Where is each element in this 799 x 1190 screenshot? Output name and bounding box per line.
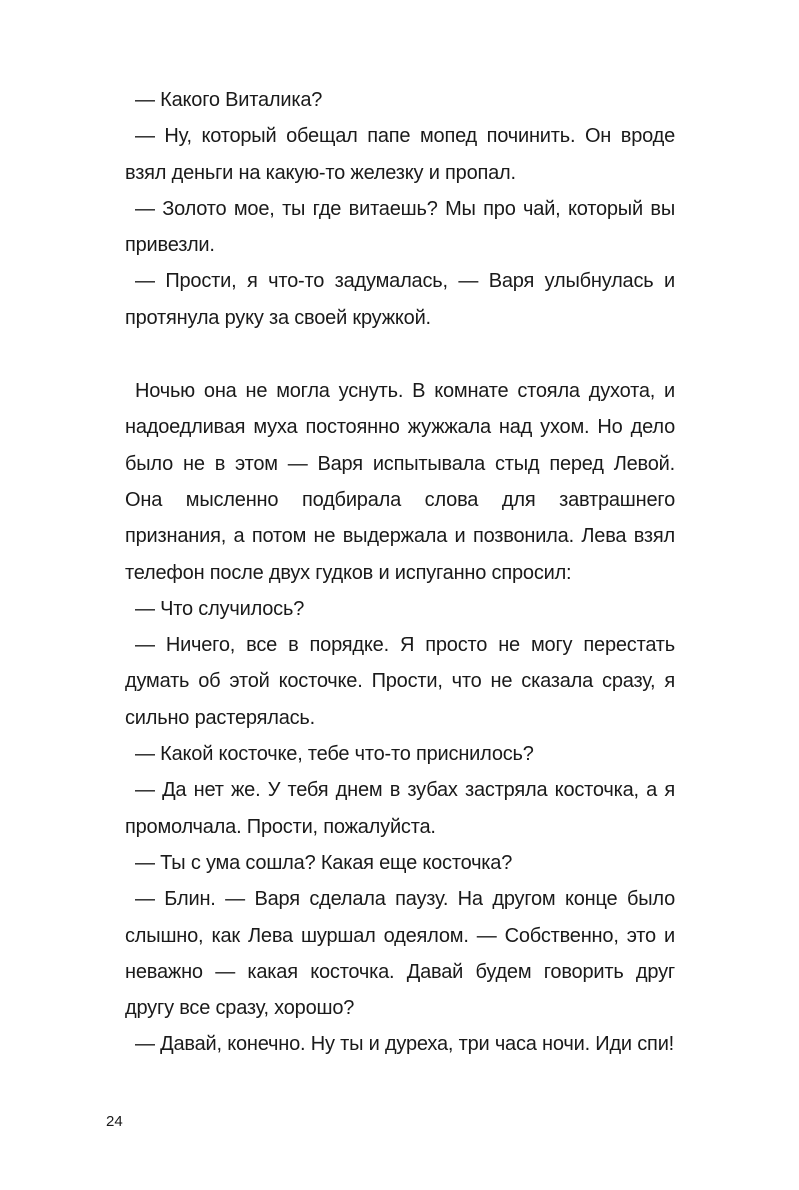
dialogue-line: — Да нет же. У тебя днем в зубах застряла косточка, а я промолчала. Прости, пожалуйста. bbox=[125, 779, 675, 838]
page-number: 24 bbox=[106, 1113, 123, 1130]
dialogue-line: — Прости, я что-то задумалась, — Варя улыбнулась и протянула руку за своей кружкой. bbox=[125, 270, 675, 329]
narrative-paragraph: Ночью она не могла уснуть. В комнате стояла духота, и надоедливая муха постоянно жужжала над ухом. Но дело было не в этом — Варя испытывала стыд перед Левой. Она мысленно подбирала слова для завтрашнего признания, а потом не выдержала и позвонила. Лева взял телефон после двух гудков и испуганно спросил: bbox=[125, 380, 675, 584]
dialogue-line: — Золото мое, ты где витаешь? Мы про чай, который вы привезли. bbox=[125, 197, 675, 257]
dialogue-line: — Давай, конечно. Ну ты и дуреха, три часа ночи. Иди спи! bbox=[135, 1033, 675, 1056]
dialogue-line: — Блин. — Варя сделала паузу. На другом конце было слышно, как Лева шуршал одеялом. — Собственно, это и неважно — какая косточка. Давай будем говорить друг другу все сразу, хорошо? bbox=[125, 888, 675, 1020]
dialogue-line: — Ничего, все в порядке. Я просто не могу перестать думать об этой косточке. Прости, что не сказала сразу, я сильно растерялась. bbox=[125, 634, 675, 729]
dialogue-line: — Ты с ума сошла? Какая еще косточка? bbox=[135, 851, 513, 874]
dialogue-line: — Что случилось? bbox=[135, 597, 305, 620]
dialogue-line: — Ну, который обещал папе мопед починить. Он вроде взял деньги на какую-то железку и пропал. bbox=[125, 125, 675, 184]
section-break bbox=[125, 336, 675, 373]
dialogue-line: — Какой косточке, тебе что-то приснилось? bbox=[135, 743, 534, 766]
page-body-text bbox=[125, 82, 675, 1063]
dialogue-line: — Какого Виталика? bbox=[135, 89, 323, 111]
